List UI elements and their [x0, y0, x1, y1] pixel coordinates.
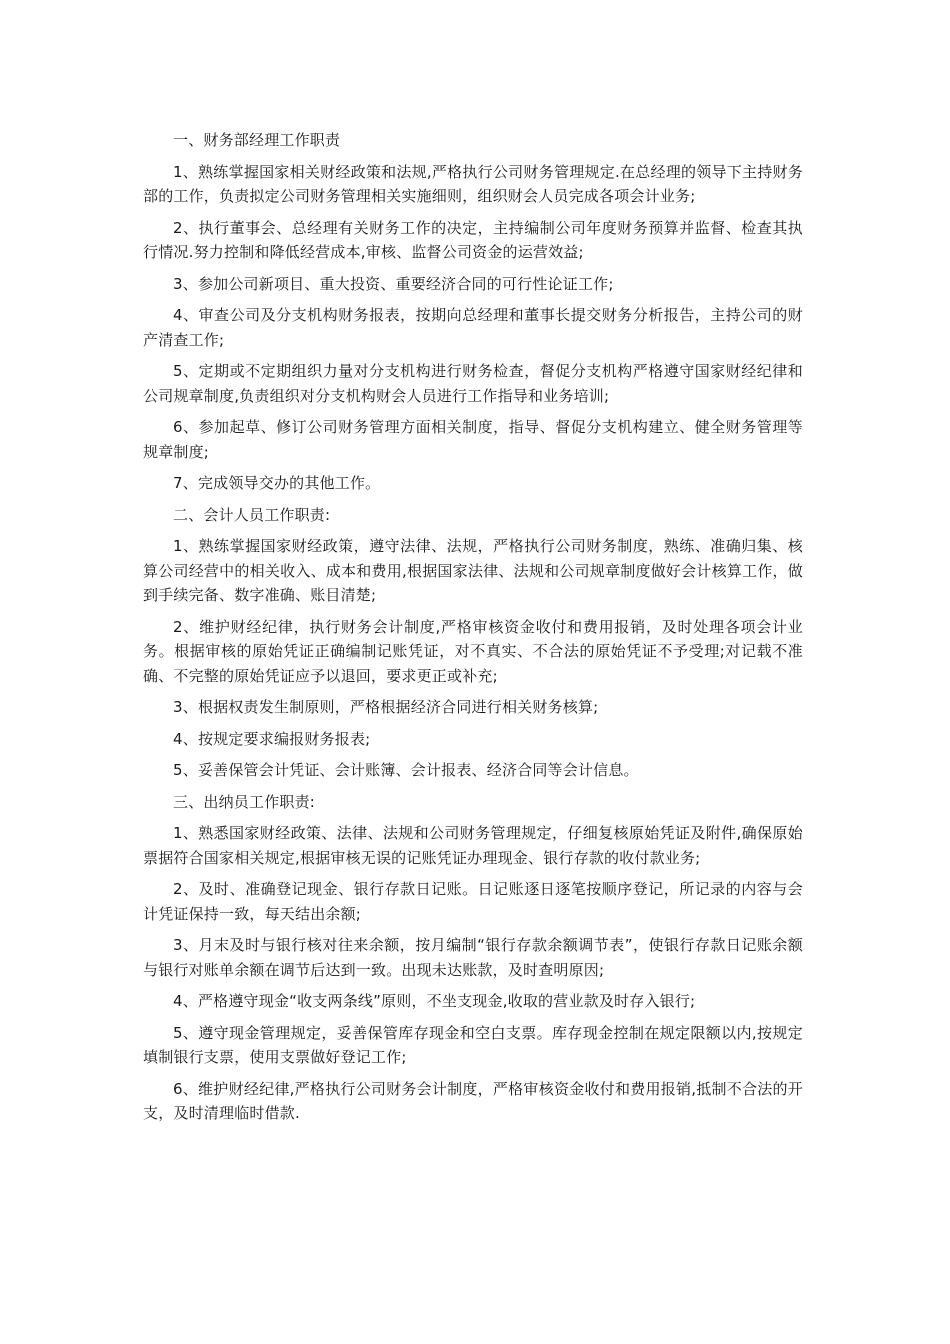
duty-item: 1、熟悉国家财经政策、法律、法规和公司财务管理规定，仔细复核原始凭证及附件,确保原始票据符合国家相关规定,根据审核无误的记账凭证办理现金、银行存款的收付款业务; [143, 824, 803, 867]
duty-item: 6、维护财经纪律,严格执行公司财务会计制度，严格审核资金收付和费用报销,抵制不合法的开支，及时清理临时借款. [143, 1079, 803, 1122]
duty-item: 5、妥善保管会计凭证、会计账簿、会计报表、经济合同等会计信息。 [173, 761, 639, 779]
duty-item: 2、执行董事会、总经理有关财务工作的决定，主持编制公司年度财务预算并监督、检查其执行情况.努力控制和降低经营成本,审核、监督公司资金的运营效益; [143, 218, 803, 261]
duty-item: 4、审查公司及分支机构财务报表，按期向总经理和董事长提交财务分析报告，主持公司的财产清查工作; [143, 306, 803, 349]
duty-item: 1、熟练掌握国家财经政策，遵守法律、法规，严格执行公司财务制度，熟练、准确归集、核算公司经营中的相关收入、成本和费用,根据国家法律、法规和公司规章制度做好会计核算工作，做到手续完备、数字准确、账目清楚; [143, 537, 803, 604]
duty-item: 1、熟练掌握国家相关财经政策和法规,严格执行公司财务管理规定.在总经理的领导下主持财务部的工作，负责拟定公司财务管理相关实施细则，组织财会人员完成各项会计业务; [143, 162, 803, 205]
duty-item: 3、月末及时与银行核对往来余额，按月编制“银行存款余额调节表”，使银行存款日记账余额与银行对账单余额在调节后达到一致。出现未达账款，及时查明原因; [143, 936, 803, 979]
section-heading: 一、财务部经理工作职责 [173, 131, 341, 149]
duty-item: 2、维护财经纪律，执行财务会计制度,严格审核资金收付和费用报销，及时处理各项会计业务。根据审核的原始凭证正确编制记账凭证，对不真实、不合法的原始凭证不予受理;对记载不准确、不完整的原始凭证应予以退回，要求更正或补充; [143, 617, 803, 685]
duty-item: 3、根据权责发生制原则，严格根据经济合同进行相关财务核算; [173, 698, 599, 716]
document-body [143, 128, 803, 1133]
duty-item: 4、按规定要求编报财务报表; [173, 729, 371, 748]
duty-item: 4、严格遵守现金“收支两条线”原则，不坐支现金,收取的营业款及时存入银行; [173, 992, 696, 1010]
duty-item: 7、完成领导交办的其他工作。 [173, 474, 381, 492]
duty-item: 3、参加公司新项目、重大投资、重要经济合同的可行性论证工作; [173, 274, 614, 293]
section-heading: 三、出纳员工作职责: [173, 792, 316, 811]
duty-item: 2、及时、准确登记现金、银行存款日记账。日记账逐日逐笔按顺序登记，所记录的内容与会计凭证保持一致，每天结出余额; [143, 880, 803, 923]
duty-item: 6、参加起草、修订公司财务管理方面相关制度，指导、督促分支机构建立、健全财务管理等规章制度; [143, 418, 803, 461]
duty-item: 5、遵守现金管理规定，妥善保管库存现金和空白支票。库存现金控制在规定限额以内,按规定填制银行支票，使用支票做好登记工作; [143, 1023, 803, 1066]
duty-item: 5、定期或不定期组织力量对分支机构进行财务检查，督促分支机构严格遵守国家财经纪律和公司规章制度,负责组织对分支机构财会人员进行工作指导和业务培训; [143, 362, 803, 405]
section-heading: 二、会计人员工作职责: [173, 505, 331, 524]
